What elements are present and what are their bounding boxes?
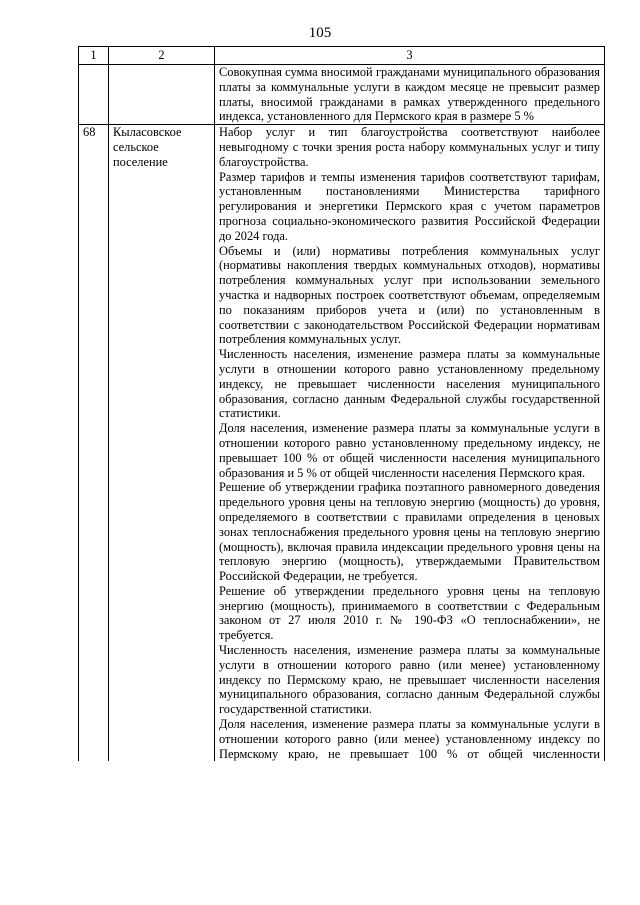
table-row-68: [79, 125, 605, 762]
paragraph: Набор услуг и тип благоустройства соответствуют наиболее невыгодному с точки зрения роста набору коммунальных услуг и типу благоустройства.: [219, 125, 600, 169]
paragraph: Объемы и (или) нормативы потребления коммунальных услуг (нормативы накопления твердых коммунальных отходов), нормативы потребления коммунальных услуг при использовании земельного участка и надворных построек соответствуют объемам, определяемым по показаниям приборов учета и (или) по установленным в соответствии с законодательством Российской Федерации нормативам потребления коммунальных услуг.: [219, 243, 600, 347]
header-col-2: 2: [109, 47, 215, 65]
row-name-cell: Кыласовское сельское поселение: [109, 125, 215, 762]
document-table: [78, 46, 605, 761]
row-text-cell: [215, 65, 605, 125]
table-header-row: [79, 47, 605, 65]
row-text-cell: [215, 125, 605, 762]
paragraph: Решение об утверждении предельного уровня цены на тепловую энергию (мощность), принимаемого в соответствии с Федеральным законом от 27 июля 2010 г. № 190-ФЗ «О теплоснабжении», не требуется.: [219, 583, 600, 643]
page-number: 105: [308, 25, 332, 41]
paragraph: Доля населения, изменение размера платы за коммунальные услуги в отношении которого равно (или менее) установленному индексу по Пермскому краю, не превышает 100 % от общей численности: [219, 717, 600, 761]
paragraph: Решение об утверждении графика поэтапного равномерного доведения предельного уровня цены на тепловую энергию (мощность) до уровня, определяемого в соответствии с правилами определения в ценовых зонах теплоснабжения предельного уровня цены на тепловую энергию (мощность), включая правила индексации предельного уровня цены на тепловую энергию (мощность), утверждаемыми Правительством Российской Федерации, не требуется.: [219, 480, 600, 584]
paragraph: Численность населения, изменение размера платы за коммунальные услуги в отношении которого равно установленному предельному индексу, не превышает численности населения муниципального образования, согласно данным Федеральной службы государственной статистики.: [219, 347, 600, 421]
paragraph: Численность населения, изменение размера платы за коммунальные услуги в отношении которого равно (или менее) установленному индексу по Пермскому краю, не превышает численности населения муниципального образования, согласно данным Федеральной службы государственной статистики.: [219, 643, 600, 717]
paragraph: Размер тарифов и темпы изменения тарифов соответствуют тарифам, установленным постановлениями Министерства тарифного регулирования и энергетики Пермского края с учетом параметров прогноза социально-экономического развития Российской Федерации до 2024 года.: [219, 169, 600, 243]
row-name-cell: [109, 65, 215, 125]
header-col-1: 1: [79, 47, 109, 65]
paragraph: Доля населения, изменение размера платы за коммунальные услуги в отношении которого равно установленному предельному индексу, не превышает 100 % от общей численности населения муниципального образования и 5 % от общей численности населения Пермского края.: [219, 421, 600, 480]
row-number-cell: 68: [79, 125, 109, 762]
row-number-cell: [79, 65, 109, 125]
header-col-3: 3: [215, 47, 605, 65]
table-row-continuation: [79, 65, 605, 125]
paragraph: Совокупная сумма вносимой гражданами муниципального образования платы за коммунальные услуги в каждом месяце не превысит размер платы, вносимой гражданами в рамках утвержденного предельного индекса, установленного для Пермского края в размере 5 %: [219, 65, 600, 124]
